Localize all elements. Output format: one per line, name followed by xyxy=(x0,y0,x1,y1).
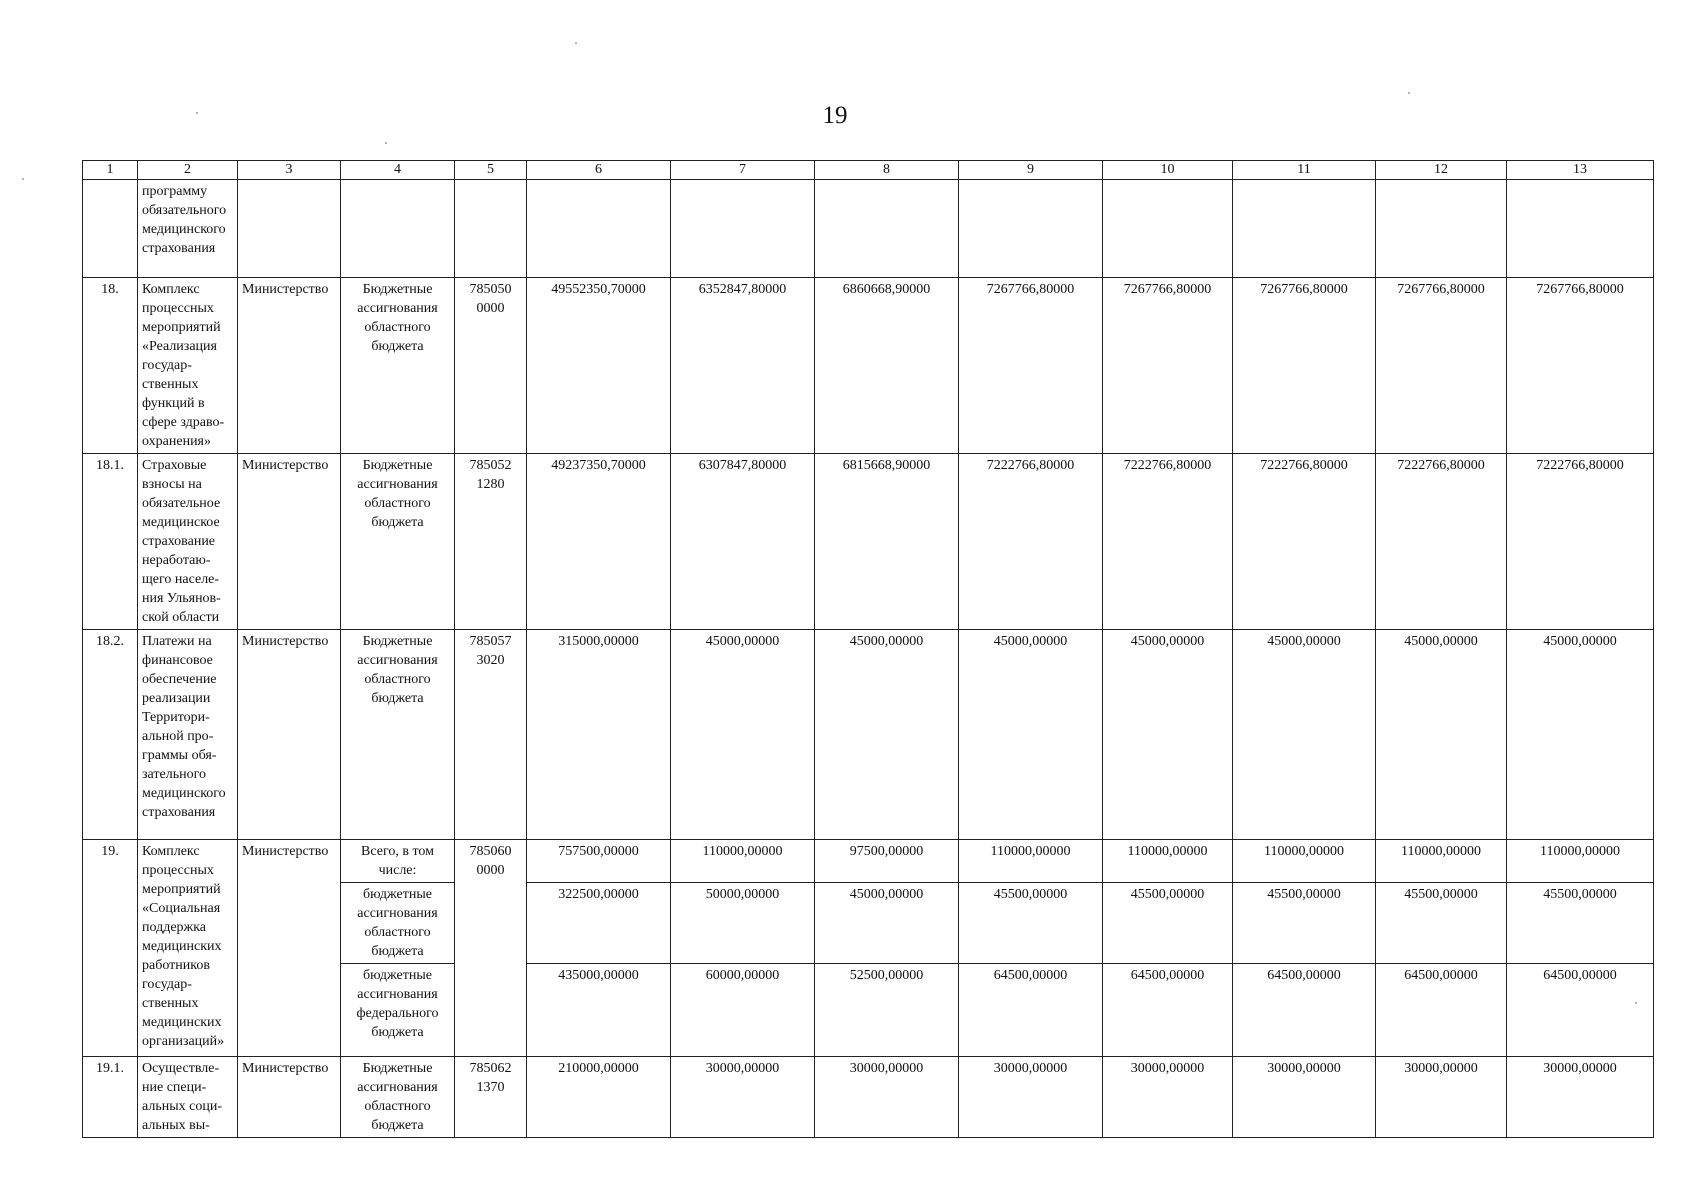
row-value: 315000,00000 xyxy=(527,630,671,840)
row-executor xyxy=(238,180,341,278)
column-header: 12 xyxy=(1376,161,1507,180)
row-value: 110000,00000 xyxy=(959,840,1103,883)
row-name: Осуществление специальных социальных вы- xyxy=(138,1057,238,1138)
row-value: 30000,00000 xyxy=(1233,1057,1376,1138)
row-value: 64500,00000 xyxy=(1507,964,1654,1057)
row-value: 7267766,80000 xyxy=(1376,278,1507,454)
row-value: 7222766,80000 xyxy=(1233,454,1376,630)
row-value: 45000,00000 xyxy=(1507,630,1654,840)
row-code: 785062 1370 xyxy=(455,1057,527,1138)
scan-speck xyxy=(385,142,387,144)
row-value: 45500,00000 xyxy=(1103,883,1233,964)
row-value: 45500,00000 xyxy=(959,883,1103,964)
row-value: 60000,00000 xyxy=(671,964,815,1057)
row-value: 7267766,80000 xyxy=(1103,278,1233,454)
row-value: 45000,00000 xyxy=(671,630,815,840)
row-code: 785057 3020 xyxy=(455,630,527,840)
row-value: 7222766,80000 xyxy=(1507,454,1654,630)
row-value xyxy=(1507,180,1654,278)
budget-table xyxy=(82,160,1654,1138)
row-source: бюджетные ассигнования областного бюджета xyxy=(341,883,455,964)
row-name: Комплекс процессных мероприятий «Реализация государственных функций в сфере здравоохранения» xyxy=(138,278,238,454)
row-value: 45000,00000 xyxy=(815,883,959,964)
row-value: 30000,00000 xyxy=(1507,1057,1654,1138)
row-executor: Министерство xyxy=(238,840,341,1057)
row-executor: Министерство xyxy=(238,278,341,454)
row-value: 30000,00000 xyxy=(1103,1057,1233,1138)
row-number: 18. xyxy=(83,278,138,454)
row-executor: Министерство xyxy=(238,630,341,840)
row-value: 110000,00000 xyxy=(671,840,815,883)
column-header: 11 xyxy=(1233,161,1376,180)
row-source: Бюджетные ассигнования областного бюджета xyxy=(341,454,455,630)
row-name: Страховые взносы на обязательное медицинское страхование неработающего населения Ульяновской области xyxy=(138,454,238,630)
row-source: Бюджетные ассигнования областного бюджета xyxy=(341,278,455,454)
row-value: 64500,00000 xyxy=(1233,964,1376,1057)
row-source: Бюджетные ассигнования областного бюджета xyxy=(341,1057,455,1138)
column-header: 2 xyxy=(138,161,238,180)
row-value: 7267766,80000 xyxy=(1233,278,1376,454)
row-value xyxy=(1103,180,1233,278)
scan-speck xyxy=(575,42,577,44)
row-value: 45500,00000 xyxy=(1507,883,1654,964)
scan-speck xyxy=(1635,1002,1637,1004)
page-number: 19 xyxy=(822,102,848,129)
row-value: 7222766,80000 xyxy=(959,454,1103,630)
row-name: программу обязательного медицинского страхования xyxy=(138,180,238,278)
row-source: Всего, в том числе: xyxy=(341,840,455,883)
row-code: 785050 0000 xyxy=(455,278,527,454)
row-number: 19.1. xyxy=(83,1057,138,1138)
row-source: Бюджетные ассигнования областного бюджета xyxy=(341,630,455,840)
row-value: 45000,00000 xyxy=(1233,630,1376,840)
row-value: 210000,00000 xyxy=(527,1057,671,1138)
row-value: 7222766,80000 xyxy=(1103,454,1233,630)
row-value: 7222766,80000 xyxy=(1376,454,1507,630)
row-value: 322500,00000 xyxy=(527,883,671,964)
row-source xyxy=(341,180,455,278)
row-value: 110000,00000 xyxy=(1103,840,1233,883)
table-row-18 xyxy=(83,278,1654,454)
row-name: Комплекс процессных мероприятий «Социальная поддержка медицинских работников государственных медицинских организаций» xyxy=(138,840,238,1057)
row-value: 64500,00000 xyxy=(1376,964,1507,1057)
row-value: 50000,00000 xyxy=(671,883,815,964)
scan-speck xyxy=(22,178,24,180)
row-value xyxy=(1376,180,1507,278)
row-value: 30000,00000 xyxy=(1376,1057,1507,1138)
table-row-18-2 xyxy=(83,630,1654,840)
row-value: 6352847,80000 xyxy=(671,278,815,454)
scan-speck xyxy=(1408,92,1410,94)
row-value: 45500,00000 xyxy=(1376,883,1507,964)
row-value: 7267766,80000 xyxy=(1507,278,1654,454)
row-executor: Министерство xyxy=(238,454,341,630)
table-row-continuation xyxy=(83,180,1654,278)
row-value: 97500,00000 xyxy=(815,840,959,883)
column-header: 7 xyxy=(671,161,815,180)
row-value: 30000,00000 xyxy=(959,1057,1103,1138)
table-row-19 xyxy=(83,840,1654,883)
row-value: 52500,00000 xyxy=(815,964,959,1057)
row-source: бюджетные ассигнования федерального бюджета xyxy=(341,964,455,1057)
row-number xyxy=(83,180,138,278)
row-value xyxy=(959,180,1103,278)
row-number: 18.2. xyxy=(83,630,138,840)
row-value: 757500,00000 xyxy=(527,840,671,883)
row-value: 6860668,90000 xyxy=(815,278,959,454)
row-code: 785052 1280 xyxy=(455,454,527,630)
row-value: 45000,00000 xyxy=(959,630,1103,840)
row-value: 45000,00000 xyxy=(815,630,959,840)
table-row-18-1 xyxy=(83,454,1654,630)
column-header: 10 xyxy=(1103,161,1233,180)
row-value: 7267766,80000 xyxy=(959,278,1103,454)
row-number: 18.1. xyxy=(83,454,138,630)
column-header: 9 xyxy=(959,161,1103,180)
row-value: 45000,00000 xyxy=(1376,630,1507,840)
row-number: 19. xyxy=(83,840,138,1057)
row-value: 435000,00000 xyxy=(527,964,671,1057)
row-value: 110000,00000 xyxy=(1376,840,1507,883)
row-value: 49237350,70000 xyxy=(527,454,671,630)
row-value xyxy=(671,180,815,278)
column-header: 8 xyxy=(815,161,959,180)
row-value: 30000,00000 xyxy=(671,1057,815,1138)
row-name: Платежи на финансовое обеспечение реализации Территориальной программы обязательного медицинского страхования xyxy=(138,630,238,840)
row-value: 45500,00000 xyxy=(1233,883,1376,964)
row-code xyxy=(455,180,527,278)
row-code: 785060 0000 xyxy=(455,840,527,1057)
column-header: 13 xyxy=(1507,161,1654,180)
row-executor: Министерство xyxy=(238,1057,341,1138)
row-value: 6815668,90000 xyxy=(815,454,959,630)
column-header: 4 xyxy=(341,161,455,180)
row-value: 64500,00000 xyxy=(1103,964,1233,1057)
row-value: 6307847,80000 xyxy=(671,454,815,630)
scan-speck xyxy=(196,112,198,114)
column-header: 3 xyxy=(238,161,341,180)
row-value xyxy=(815,180,959,278)
column-number-row xyxy=(83,161,1654,180)
row-value xyxy=(1233,180,1376,278)
column-header: 6 xyxy=(527,161,671,180)
row-value: 110000,00000 xyxy=(1507,840,1654,883)
row-value: 49552350,70000 xyxy=(527,278,671,454)
row-value: 110000,00000 xyxy=(1233,840,1376,883)
column-header: 1 xyxy=(83,161,138,180)
row-value: 64500,00000 xyxy=(959,964,1103,1057)
row-value: 45000,00000 xyxy=(1103,630,1233,840)
row-value: 30000,00000 xyxy=(815,1057,959,1138)
column-header: 5 xyxy=(455,161,527,180)
table-row-19-1 xyxy=(83,1057,1654,1138)
row-value xyxy=(527,180,671,278)
